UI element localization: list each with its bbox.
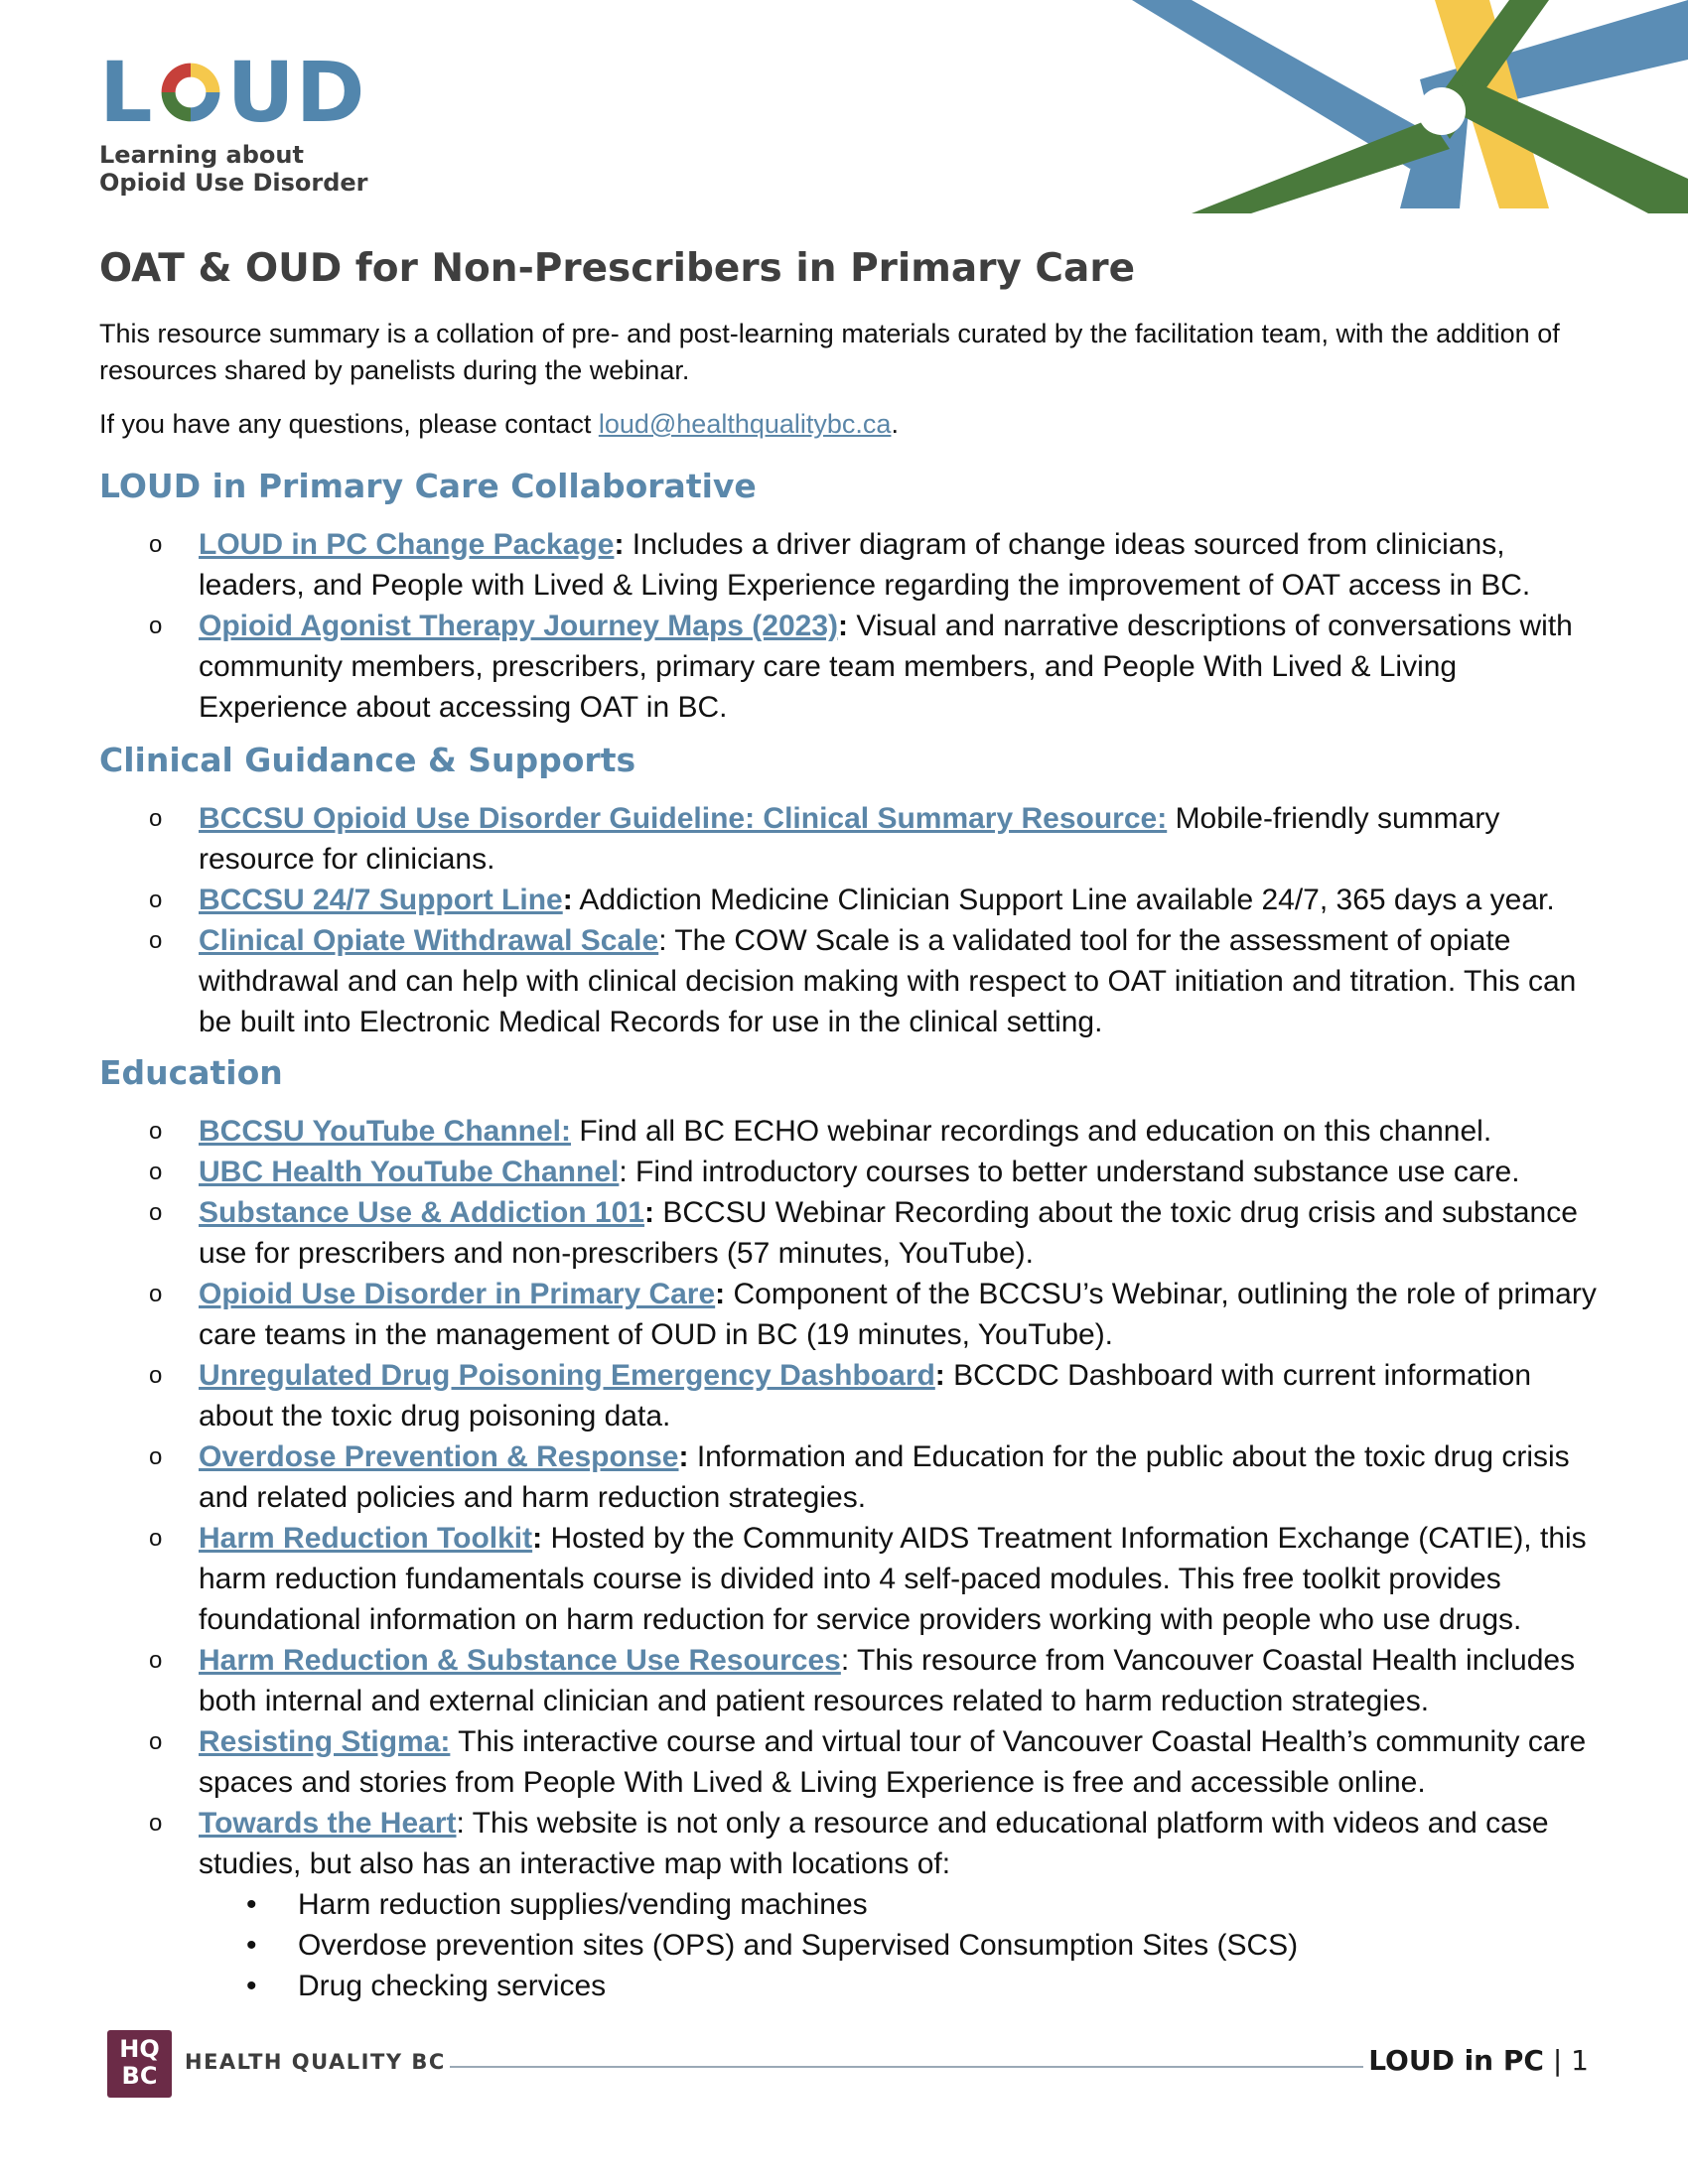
separator: : xyxy=(532,1522,543,1555)
resource-link[interactable]: Substance Use & Addiction 101 xyxy=(199,1196,645,1229)
separator: : xyxy=(644,1196,655,1229)
loud-logo xyxy=(99,44,397,197)
logo-letter-u: U xyxy=(226,44,296,141)
separator: : xyxy=(678,1440,689,1473)
resource-link[interactable]: Overdose Prevention & Response xyxy=(199,1440,679,1473)
resource-link[interactable]: LOUD in PC Change Package xyxy=(199,528,615,561)
page-number xyxy=(1368,2044,1589,2077)
resource-list xyxy=(99,798,1599,1042)
resource-link[interactable]: BCCSU YouTube Channel: xyxy=(199,1115,571,1148)
list-item xyxy=(99,1436,1599,1518)
resource-link[interactable]: Harm Reduction & Substance Use Resources xyxy=(199,1644,841,1677)
sub-list-item: • Harm reduction supplies/vending machines xyxy=(199,1884,1599,1925)
resource-description: This interactive course and virtual tour of Vancouver Coastal Health’s community care spaces and stories from People With Lived & Living Experience is free and accessible online. xyxy=(199,1725,1587,1799)
organization-name: HEALTH QUALITY BC xyxy=(185,2050,446,2074)
list-item xyxy=(99,1192,1599,1274)
badge-top-text: HQ xyxy=(119,2035,160,2063)
resource-list xyxy=(99,524,1599,728)
section-education xyxy=(99,1053,1599,2006)
resource-link[interactable]: Unregulated Drug Poisoning Emergency Dashboard xyxy=(199,1359,935,1392)
logo-wordmark xyxy=(99,44,397,141)
resource-description: : The COW Scale is a validated tool for the assessment of opiate withdrawal and can help with clinical decision making with respect to OAT initiation and titration. This can be built into Electronic Medical Records for use in the clinical setting. xyxy=(199,924,1577,1038)
list-item xyxy=(99,1111,1599,1152)
logo-subtitle xyxy=(99,141,397,197)
section-heading: LOUD in Primary Care Collaborative xyxy=(99,467,757,505)
resource-link[interactable]: Opioid Use Disorder in Primary Care xyxy=(199,1278,716,1310)
page-divider: | xyxy=(1543,2044,1572,2077)
list-item xyxy=(99,798,1599,880)
logo-subtitle-line2: Opioid Use Disorder xyxy=(99,169,368,197)
footer-divider xyxy=(450,2066,1363,2068)
page-title: OAT & OUD for Non-Prescribers in Primary Care xyxy=(99,246,1136,291)
list-item xyxy=(99,920,1599,1042)
separator: : xyxy=(562,884,573,916)
resource-description: BCCSU Webinar Recording about the toxic drug crisis and substance use for prescribers and non-prescribers (57 minutes, YouTube). xyxy=(199,1196,1578,1270)
resource-link[interactable]: Towards the Heart xyxy=(199,1807,457,1840)
resource-list xyxy=(99,1111,1599,2006)
health-quality-bc-logo xyxy=(107,2030,172,2098)
section-heading: Clinical Guidance & Supports xyxy=(99,741,636,779)
list-item xyxy=(99,1518,1599,1640)
resource-description: : This resource from Vancouver Coastal Health includes both internal and external clinician and patient resources related to harm reduction strategies. xyxy=(199,1644,1576,1717)
resource-link[interactable]: Opioid Agonist Therapy Journey Maps (2023) xyxy=(199,610,839,642)
resource-link[interactable]: Resisting Stigma: xyxy=(199,1725,451,1758)
intro-paragraph: This resource summary is a collation of pre- and post-learning materials curated by the facilitation team, with the addition of resources shared by panelists during the webinar. xyxy=(99,319,1560,385)
decorative-pinwheel-graphic xyxy=(1132,0,1688,213)
section-clinical-guidance xyxy=(99,741,1599,1042)
contact-prefix: If you have any questions, please contact xyxy=(99,409,599,439)
sub-list-item: • Drug checking services xyxy=(199,1966,1599,2006)
resource-description: Find all BC ECHO webinar recordings and education on this channel. xyxy=(571,1115,1492,1148)
resource-link[interactable]: BCCSU Opioid Use Disorder Guideline: Clinical Summary Resource: xyxy=(199,802,1168,835)
contact-line xyxy=(99,406,899,443)
logo-subtitle-line1: Learning about xyxy=(99,141,304,169)
page-footer xyxy=(107,2030,1597,2100)
list-item xyxy=(99,1721,1599,1803)
resource-description: Information and Education for the public about the toxic drug crisis and related policies and harm reduction strategies. xyxy=(199,1440,1570,1514)
resource-description: Includes a driver diagram of change ideas sourced from clinicians, leaders, and People with Lived & Living Experience regarding the improvement of OAT access in BC. xyxy=(199,528,1531,602)
map-locations-list xyxy=(199,1884,1599,2006)
list-item xyxy=(99,524,1599,606)
list-item xyxy=(99,1640,1599,1721)
separator: : xyxy=(934,1359,945,1392)
separator: : xyxy=(838,610,849,642)
resource-description: Addiction Medicine Clinician Support Line available 24/7, 365 days a year. xyxy=(572,884,1555,916)
list-item xyxy=(99,1274,1599,1355)
sub-list-item: • Overdose prevention sites (OPS) and Supervised Consumption Sites (SCS) xyxy=(199,1925,1599,1966)
list-item xyxy=(99,606,1599,728)
page-number-value: 1 xyxy=(1571,2044,1589,2077)
separator: : xyxy=(715,1278,726,1310)
section-heading: Education xyxy=(99,1053,283,1092)
resource-description: : Find introductory courses to better understand substance use care. xyxy=(619,1156,1520,1188)
separator: : xyxy=(614,528,625,561)
resource-link[interactable]: Clinical Opiate Withdrawal Scale xyxy=(199,924,659,957)
resource-description: BCCDC Dashboard with current information about the toxic drug poisoning data. xyxy=(199,1359,1532,1433)
badge-bottom-text: BC xyxy=(121,2062,158,2090)
resource-link[interactable]: BCCSU 24/7 Support Line xyxy=(199,884,563,916)
list-item xyxy=(99,1355,1599,1436)
logo-letter-l: L xyxy=(99,44,154,141)
logo-letter-d: D xyxy=(295,44,366,141)
resource-link[interactable]: UBC Health YouTube Channel xyxy=(199,1156,620,1188)
resource-description: Hosted by the Community AIDS Treatment Information Exchange (CATIE), this harm reduction fundamentals course is divided into 4 self-paced modules. This free toolkit provides foundational information on harm reduction for service providers working with people who use drugs. xyxy=(199,1522,1587,1636)
list-item xyxy=(99,880,1599,920)
resource-description: : This website is not only a resource and educational platform with videos and case studies, but also has an interactive map with locations of: xyxy=(199,1807,1549,1880)
document-label: LOUD in PC xyxy=(1368,2044,1544,2077)
list-item xyxy=(99,1803,1599,2006)
list-item xyxy=(99,1152,1599,1192)
section-loud-collaborative xyxy=(99,467,1599,728)
logo-circle-icon xyxy=(156,58,225,127)
resource-link[interactable]: Harm Reduction Toolkit xyxy=(199,1522,533,1555)
resource-description: Component of the BCCSU’s Webinar, outlining the role of primary care teams in the management of OUD in BC (19 minutes, YouTube). xyxy=(199,1278,1597,1351)
contact-suffix: . xyxy=(891,409,899,439)
contact-email-link[interactable]: loud@healthqualitybc.ca xyxy=(598,409,892,439)
resource-description: Mobile-friendly summary resource for clinicians. xyxy=(199,802,1500,876)
resource-description: Visual and narrative descriptions of conversations with community members, prescribers, primary care team members, and People With Lived & Living Experience about accessing OAT in BC. xyxy=(199,610,1573,724)
